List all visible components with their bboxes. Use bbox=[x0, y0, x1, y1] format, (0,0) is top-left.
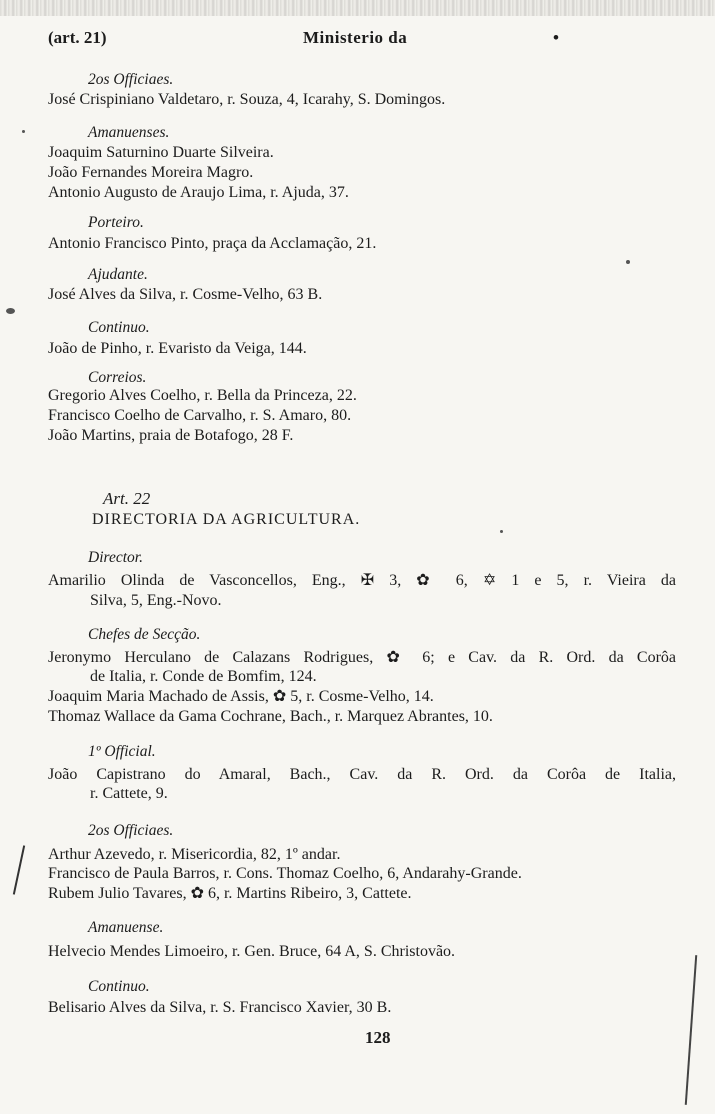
entry-line: Arthur Azevedo, r. Misericordia, 82, 1º andar. bbox=[48, 846, 341, 863]
entry-line-continued: de Italia, r. Conde de Bomfim, 124. bbox=[90, 668, 317, 685]
heading-correios: Correios. bbox=[88, 369, 147, 386]
scan-edge bbox=[0, 0, 715, 16]
entry-line-continued: Silva, 5, Eng.-Novo. bbox=[90, 592, 222, 609]
entry-line: José Alves da Silva, r. Cosme-Velho, 63 B. bbox=[48, 286, 323, 303]
entry-line: João de Pinho, r. Evaristo da Veiga, 144. bbox=[48, 340, 307, 357]
heading-ajudante: Ajudante. bbox=[88, 266, 148, 283]
entry-line: João Martins, praia de Botafogo, 28 F. bbox=[48, 427, 294, 444]
article-number: Art. 22 bbox=[103, 489, 151, 508]
entry-line: Thomaz Wallace da Gama Cochrane, Bach., r. Marquez Abrantes, 10. bbox=[48, 708, 493, 725]
entry-line: Belisario Alves da Silva, r. S. Francisco Xavier, 30 B. bbox=[48, 999, 392, 1016]
entry-line: Joaquim Maria Machado de Assis, ✿ 5, r. Cosme-Velho, 14. bbox=[48, 688, 434, 705]
scan-speck bbox=[500, 530, 503, 533]
entry-line: Helvecio Mendes Limoeiro, r. Gen. Bruce, 64 A, S. Christovão. bbox=[48, 943, 456, 960]
entry-line: Francisco de Paula Barros, r. Cons. Thomaz Coelho, 6, Andarahy-Grande. bbox=[48, 865, 522, 882]
heading-continuo: Continuo. bbox=[88, 319, 150, 336]
running-header bbox=[48, 28, 678, 50]
article-title: DIRECTORIA DA AGRICULTURA. bbox=[92, 511, 361, 528]
scan-speck bbox=[22, 130, 25, 133]
heading-1-official: 1º Official. bbox=[88, 743, 156, 760]
entry-line-continued: r. Cattete, 9. bbox=[90, 785, 168, 802]
entry-line: Joaquim Saturnino Duarte Silveira. bbox=[48, 144, 274, 161]
heading-chefes-de-seccao: Chefes de Secção. bbox=[88, 626, 201, 643]
margin-mark bbox=[13, 845, 25, 894]
scan-speck bbox=[626, 260, 630, 264]
heading-2os-officiaes-agri: 2os Officiaes. bbox=[88, 822, 174, 839]
scan-speck bbox=[6, 308, 15, 314]
header-bullet: • bbox=[553, 28, 559, 47]
entry-line: José Crispiniano Valdetaro, r. Souza, 4, Icarahy, S. Domingos. bbox=[48, 91, 446, 108]
entry-line: Antonio Augusto de Araujo Lima, r. Ajuda, 37. bbox=[48, 184, 349, 201]
header-article-ref: (art. 21) bbox=[48, 28, 107, 47]
entry-line: João Capistrano do Amaral, Bach., Cav. da R. Ord. da Corôa de Italia, bbox=[48, 766, 676, 783]
heading-porteiro: Porteiro. bbox=[88, 214, 144, 231]
entry-line: Antonio Francisco Pinto, praça da Acclamação, 21. bbox=[48, 235, 377, 252]
heading-amanuense: Amanuense. bbox=[88, 919, 164, 936]
heading-amanuenses: Amanuenses. bbox=[88, 124, 170, 141]
entry-line: Amarilio Olinda de Vasconcellos, Eng., ✠ 3, ✿ 6, ✡ 1 e 5, r. Vieira da bbox=[48, 572, 676, 589]
page-number: 128 bbox=[365, 1028, 391, 1047]
entry-line: João Fernandes Moreira Magro. bbox=[48, 164, 254, 181]
entry-line: Gregorio Alves Coelho, r. Bella da Princeza, 22. bbox=[48, 387, 357, 404]
heading-2os-officiaes: 2os Officiaes. bbox=[88, 71, 174, 88]
entry-line: Rubem Julio Tavares, ✿ 6, r. Martins Ribeiro, 3, Cattete. bbox=[48, 885, 412, 902]
entry-line: Francisco Coelho de Carvalho, r. S. Amaro, 80. bbox=[48, 407, 352, 424]
header-title: Ministerio da bbox=[303, 28, 408, 47]
entry-line: Jeronymo Herculano de Calazans Rodrigues, ✿ 6; e Cav. da R. Ord. da Corôa bbox=[48, 649, 676, 666]
heading-director: Director. bbox=[88, 549, 143, 566]
margin-mark bbox=[685, 955, 697, 1105]
heading-continuo-agri: Continuo. bbox=[88, 978, 150, 995]
